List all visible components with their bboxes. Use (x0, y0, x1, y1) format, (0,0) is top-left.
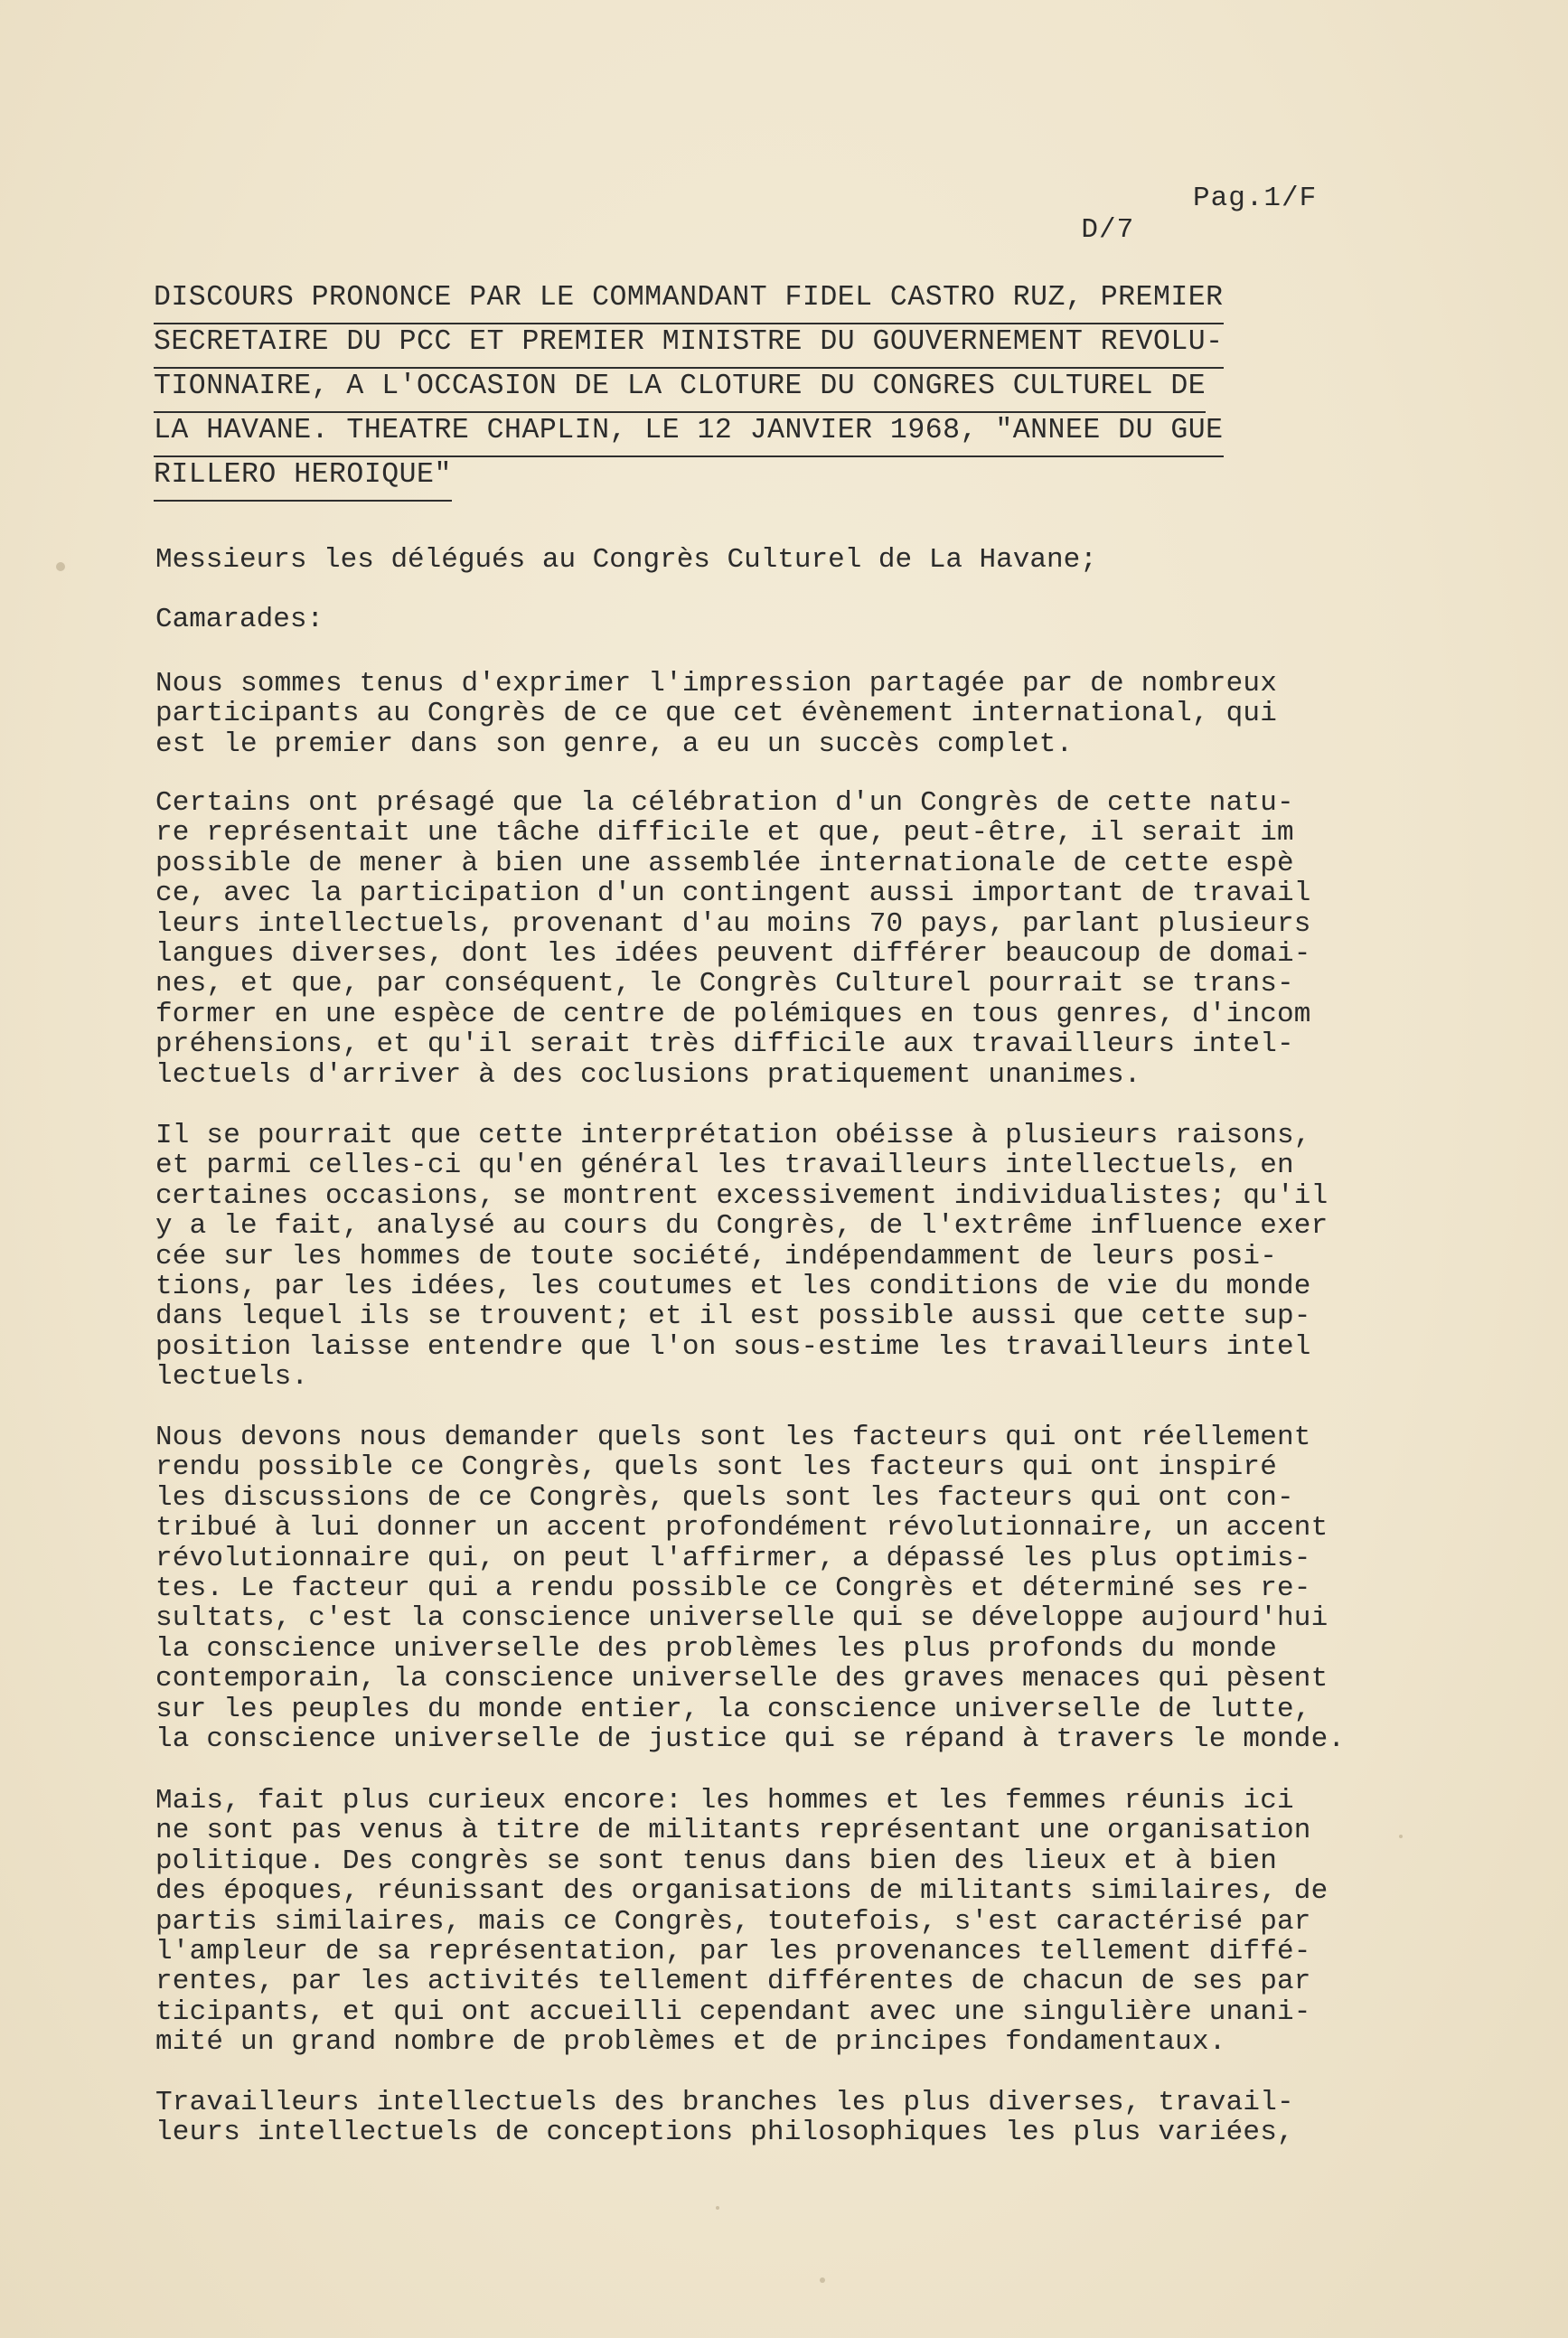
paragraph-line: cée sur les hommes de toute société, indépendamment de leurs posi- (155, 1240, 1277, 1272)
paragraph-line: position laisse entendre que l'on sous-estime les travailleurs intel (155, 1330, 1311, 1363)
paper-blemish (56, 562, 65, 571)
paragraph-line: l'ampleur de sa représentation, par les provenances tellement diffé- (155, 1935, 1311, 1967)
paragraph-line: leurs intellectuels de conceptions philosophiques les plus variées, (155, 2117, 1294, 2149)
paragraph-line: Certains ont présagé que la célébration d'un Congrès de cette natu- (155, 787, 1294, 819)
paragraph (155, 1121, 1439, 1393)
paragraph-line: former en une espèce de centre de polémiques en tous genres, d'incom (155, 998, 1311, 1030)
paragraph-line: Il se pourrait que cette interprétation obéisse à plusieurs raisons, (155, 1120, 1311, 1151)
paragraph-line: tribué à lui donner un accent profondément révolutionnaire, un accent (155, 1512, 1329, 1545)
paragraph-line: rendu possible ce Congrès, quels sont les facteurs qui ont inspiré (155, 1451, 1277, 1484)
paragraph-line: révolutionnaire qui, on peut l'affirmer, a dépassé les plus optimis- (155, 1542, 1311, 1574)
paragraph-line: la conscience universelle des problèmes les plus profonds du monde (155, 1632, 1277, 1665)
paper-blemish (1399, 1835, 1403, 1838)
paragraph (155, 2088, 1439, 2148)
paragraph-line: participants au Congrès de ce que cet évènement international, qui (155, 698, 1277, 730)
salutation-delegates: Messieurs les délégués au Congrès Culturel de La Havane; (155, 544, 1097, 576)
paragraph-line: contemporain, la conscience universelle des graves menaces qui pèsent (155, 1663, 1329, 1695)
paragraph-line: lectuels. (155, 1361, 309, 1394)
speech-title (154, 276, 1319, 497)
paragraph-line: et parmi celles-ci qu'en général les travailleurs intellectuels, en (155, 1150, 1294, 1182)
paragraph-line: rentes, par les activités tellement différentes de chacun de ses par (155, 1966, 1311, 1998)
paragraph-line: mité un grand nombre de problèmes et de principes fondamentaux. (155, 2026, 1226, 2059)
paragraph-line: certaines occasions, se montrent excessivement individualistes; qu'il (155, 1179, 1329, 1212)
paragraph-line: re représentait une tâche difficile et que, peut-être, il serait im (155, 817, 1294, 850)
paragraph-line: langues diverses, dont les idées peuvent différer beaucoup de domai- (155, 937, 1311, 970)
paragraph-line: sultats, c'est la conscience universelle qui se développe aujourd'hui (155, 1602, 1329, 1635)
paragraph-line: Nous devons nous demander quels sont les facteurs qui ont réellement (155, 1422, 1311, 1453)
title-line: RILLERO HEROIQUE" (154, 453, 1319, 497)
paragraph (155, 788, 1439, 1090)
paragraph-line: Nous sommes tenus d'exprimer l'impression partagée par de nombreux (155, 668, 1277, 700)
document-reference: D/7 (1081, 214, 1135, 246)
paragraph-line: est le premier dans son genre, a eu un succès complet. (155, 728, 1074, 760)
paragraph (155, 1786, 1439, 2058)
page-number: Pag.1/F (1193, 183, 1318, 214)
paragraph-line: lectuels d'arriver à des coclusions pratiquement unanimes. (155, 1058, 1141, 1091)
paper-blemish (716, 2206, 719, 2210)
paragraph-line: préhensions, et qu'il serait très difficile aux travailleurs intel- (155, 1028, 1294, 1061)
paragraph (155, 1423, 1439, 1754)
title-line: DISCOURS PRONONCE PAR LE COMMANDANT FIDEL CASTRO RUZ, PREMIER (154, 276, 1319, 320)
paragraph-line: politique. Des congrès se sont tenus dans bien des lieux et à bien (155, 1845, 1277, 1877)
paragraph-line: la conscience universelle de justice qui se répand à travers le monde. (155, 1723, 1346, 1755)
paragraph (155, 669, 1439, 759)
title-line: LA HAVANE. THEATRE CHAPLIN, LE 12 JANVIER 1968, "ANNEE DU GUE (154, 408, 1319, 453)
paragraph-line: tes. Le facteur qui a rendu possible ce Congrès et déterminé ses re- (155, 1572, 1311, 1604)
paragraph-line: possible de mener à bien une assemblée internationale de cette espè (155, 847, 1294, 879)
paragraph-line: ne sont pas venus à titre de militants représentant une organisation (155, 1815, 1311, 1847)
paragraph-line: tions, par les idées, les coutumes et les conditions de vie du monde (155, 1270, 1311, 1302)
paragraph-line: ticipants, et qui ont accueilli cependant avec une singulière unani- (155, 1995, 1311, 2028)
paragraph-line: Mais, fait plus curieux encore: les hommes et les femmes réunis ici (155, 1785, 1294, 1817)
paper-blemish (820, 2277, 825, 2283)
paragraph-line: les discussions de ce Congrès, quels sont les facteurs qui ont con- (155, 1481, 1294, 1514)
title-line: TIONNAIRE, A L'OCCASION DE LA CLOTURE DU CONGRES CULTUREL DE (154, 364, 1319, 408)
title-line: SECRETAIRE DU PCC ET PREMIER MINISTRE DU GOUVERNEMENT REVOLU- (154, 320, 1319, 364)
paragraph-line: Travailleurs intellectuels des branches les plus diverses, travail- (155, 2087, 1294, 2118)
paragraph-line: ce, avec la participation d'un contingent aussi important de travail (155, 878, 1311, 910)
paragraph-line: y a le fait, analysé au cours du Congrès, de l'extrême influence exer (155, 1210, 1329, 1243)
paragraph-line: leurs intellectuels, provenant d'au moins 70 pays, parlant plusieurs (155, 907, 1311, 940)
paragraph-line: dans lequel ils se trouvent; et il est possible aussi que cette sup- (155, 1300, 1311, 1333)
salutation-comrades: Camarades: (155, 604, 324, 635)
paragraph-line: des époques, réunissant des organisations de militants similaires, de (155, 1875, 1329, 1908)
paragraph-line: sur les peuples du monde entier, la conscience universelle de lutte, (155, 1693, 1311, 1725)
paragraph-line: partis similaires, mais ce Congrès, toutefois, s'est caractérisé par (155, 1905, 1311, 1938)
paragraph-line: nes, et que, par conséquent, le Congrès Culturel pourrait se trans- (155, 968, 1294, 1000)
